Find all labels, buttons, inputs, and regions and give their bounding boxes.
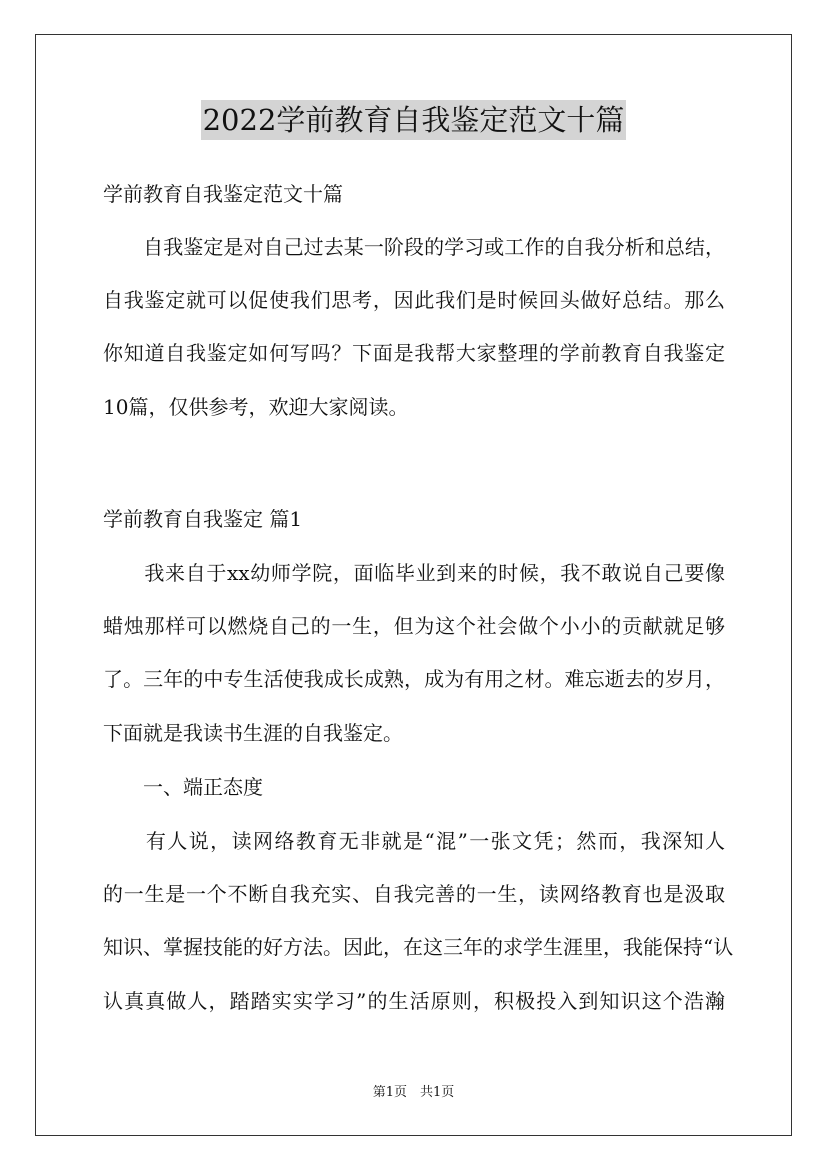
document-title: 2022学前教育自我鉴定范文十篇	[201, 100, 627, 140]
intro-line-2: 自我鉴定就可以促使我们思考，因此我们是时候回头做好总结。那么	[103, 288, 725, 312]
intro-line-1: 自我鉴定是对自己过去某一阶段的学习或工作的自我分析和总结，	[103, 235, 725, 259]
title-container	[0, 100, 827, 140]
section1-line-3: 了。三年的中专生活使我成长成熟，成为有用之材。难忘逝去的岁月，	[103, 667, 725, 691]
paragraph2-line-1: 有人说，读网络教育无非就是“混”一张文凭；然而，我深知人	[103, 829, 725, 853]
section1-line-1: 我来自于xx幼师学院，面临毕业到来的时候，我不敢说自己要像	[103, 561, 725, 585]
intro-line-3: 你知道自我鉴定如何写吗？下面是我帮大家整理的学前教育自我鉴定	[103, 341, 725, 365]
section1-line-2: 蜡烛那样可以燃烧自己的一生，但为这个社会做个小小的贡献就足够	[103, 614, 725, 638]
intro-line-4: 10篇，仅供参考，欢迎大家阅读。	[103, 395, 409, 419]
subheading-attitude: 一、端正态度	[103, 775, 263, 799]
page-footer: 第1页 共1页	[372, 1085, 455, 1100]
section1-line-4: 下面就是我读书生涯的自我鉴定。	[103, 721, 403, 745]
section-heading-1: 学前教育自我鉴定 篇1	[103, 507, 303, 531]
paragraph2-line-3: 知识、掌握技能的好方法。因此，在这三年的求学生涯里，我能保持“认	[103, 935, 734, 959]
document-subtitle: 学前教育自我鉴定范文十篇	[103, 182, 343, 206]
paragraph2-line-4: 认真真做人，踏踏实实学习”的生活原则，积极投入到知识这个浩瀚	[103, 989, 725, 1013]
paragraph2-line-2: 的一生是一个不断自我充实、自我完善的一生，读网络教育也是汲取	[103, 882, 725, 906]
